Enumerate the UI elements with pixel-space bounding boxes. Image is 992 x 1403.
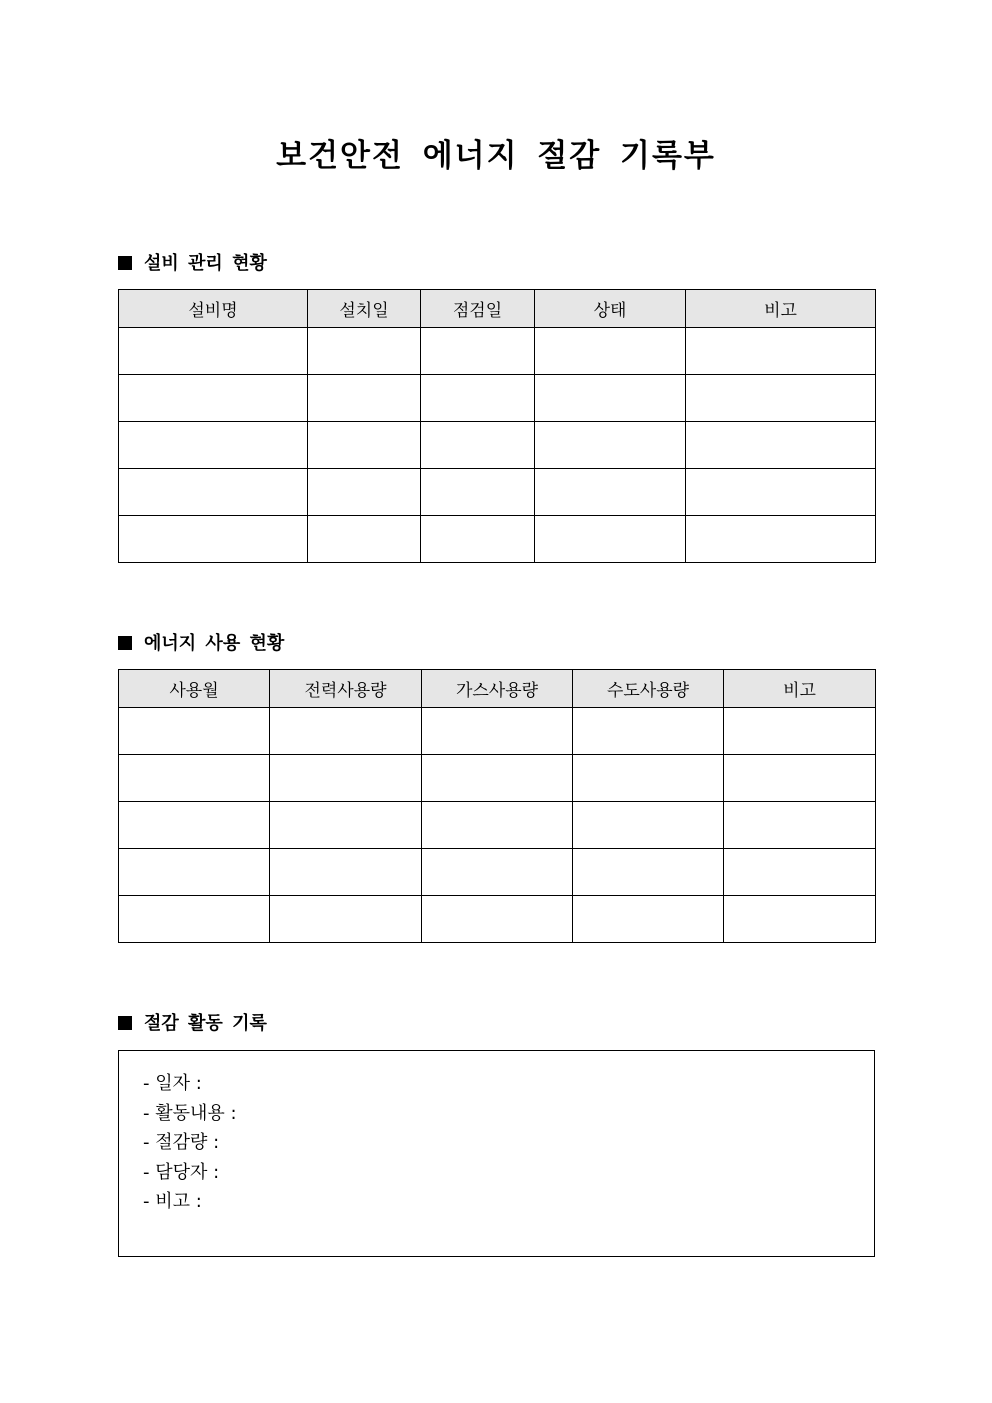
column-header-gas-usage: 가스사용량	[422, 670, 573, 708]
section-heading-label: 절감 활동 기록	[144, 1013, 267, 1034]
table-row	[119, 755, 876, 802]
table-cell[interactable]	[724, 708, 876, 755]
table-cell[interactable]	[119, 375, 308, 422]
table-cell[interactable]	[535, 516, 686, 563]
activity-field-date: - 일자 :	[143, 1073, 202, 1094]
table-header-row	[119, 670, 876, 708]
table-cell[interactable]	[724, 802, 876, 849]
table-cell[interactable]	[421, 422, 535, 469]
column-header-water-usage: 수도사용량	[573, 670, 724, 708]
table-cell[interactable]	[270, 708, 422, 755]
column-header-inspection-date: 점검일	[421, 290, 535, 328]
activity-field-manager: - 담당자 :	[143, 1161, 220, 1183]
table-header-row	[119, 290, 876, 328]
square-bullet-icon	[118, 636, 132, 650]
table-cell[interactable]	[270, 802, 422, 849]
table-cell[interactable]	[119, 802, 270, 849]
table-cell[interactable]	[421, 469, 535, 516]
table-cell[interactable]	[421, 375, 535, 422]
column-header-status: 상태	[535, 290, 686, 328]
table-cell[interactable]	[308, 469, 421, 516]
table-row	[119, 469, 876, 516]
table-cell[interactable]	[308, 516, 421, 563]
table-row	[119, 422, 876, 469]
page-title: 보건안전 에너지 절감 기록부	[276, 138, 716, 174]
table-cell[interactable]	[422, 755, 573, 802]
table-cell[interactable]	[422, 896, 573, 943]
table-cell[interactable]	[686, 375, 876, 422]
table-cell[interactable]	[119, 896, 270, 943]
table-cell[interactable]	[422, 849, 573, 896]
activity-field-list	[119, 1051, 874, 1217]
table-cell[interactable]	[119, 849, 270, 896]
table-cell[interactable]	[422, 708, 573, 755]
table-cell[interactable]	[308, 375, 421, 422]
table-cell[interactable]	[686, 422, 876, 469]
table-cell[interactable]	[308, 422, 421, 469]
equipment-table	[118, 289, 876, 563]
table-cell[interactable]	[573, 849, 724, 896]
column-header-remarks: 비고	[724, 670, 876, 708]
table-cell[interactable]	[686, 328, 876, 375]
table-cell[interactable]	[535, 375, 686, 422]
activity-field-content: - 활동내용 :	[143, 1102, 237, 1124]
table-row	[119, 708, 876, 755]
table-row	[119, 849, 876, 896]
table-cell[interactable]	[270, 849, 422, 896]
table-cell[interactable]	[119, 328, 308, 375]
table-cell[interactable]	[119, 422, 308, 469]
table-cell[interactable]	[724, 849, 876, 896]
section-heading-activity	[118, 1012, 267, 1036]
energy-table	[118, 669, 876, 943]
section-heading-equipment	[118, 252, 267, 276]
table-cell[interactable]	[119, 708, 270, 755]
square-bullet-icon	[118, 1016, 132, 1030]
table-row	[119, 375, 876, 422]
column-header-month: 사용월	[119, 670, 270, 708]
table-cell[interactable]	[573, 708, 724, 755]
table-cell[interactable]	[573, 802, 724, 849]
table-cell[interactable]	[422, 802, 573, 849]
table-cell[interactable]	[573, 755, 724, 802]
activity-field-remarks: - 비고 :	[143, 1191, 202, 1212]
section-heading-label: 설비 관리 현황	[144, 253, 267, 274]
table-row	[119, 802, 876, 849]
table-cell[interactable]	[421, 516, 535, 563]
table-cell[interactable]	[270, 755, 422, 802]
activity-record-box[interactable]	[118, 1050, 875, 1257]
activity-field-savings: - 절감량 :	[143, 1132, 220, 1153]
table-cell[interactable]	[686, 469, 876, 516]
section-heading-label: 에너지 사용 현황	[144, 633, 285, 654]
table-cell[interactable]	[535, 328, 686, 375]
table-cell[interactable]	[724, 896, 876, 943]
table-cell[interactable]	[270, 896, 422, 943]
table-cell[interactable]	[308, 328, 421, 375]
table-row	[119, 516, 876, 563]
table-cell[interactable]	[724, 755, 876, 802]
table-cell[interactable]	[421, 328, 535, 375]
table-cell[interactable]	[535, 422, 686, 469]
section-heading-energy	[118, 632, 284, 656]
table-cell[interactable]	[119, 755, 270, 802]
column-header-equipment-name: 설비명	[119, 290, 308, 328]
table-cell[interactable]	[119, 516, 308, 563]
table-cell[interactable]	[573, 896, 724, 943]
column-header-electricity-usage: 전력사용량	[270, 670, 422, 708]
table-cell[interactable]	[686, 516, 876, 563]
square-bullet-icon	[118, 256, 132, 270]
column-header-remarks: 비고	[686, 290, 876, 328]
table-cell[interactable]	[535, 469, 686, 516]
column-header-install-date: 설치일	[308, 290, 421, 328]
table-cell[interactable]	[119, 469, 308, 516]
table-row	[119, 328, 876, 375]
table-row	[119, 896, 876, 943]
